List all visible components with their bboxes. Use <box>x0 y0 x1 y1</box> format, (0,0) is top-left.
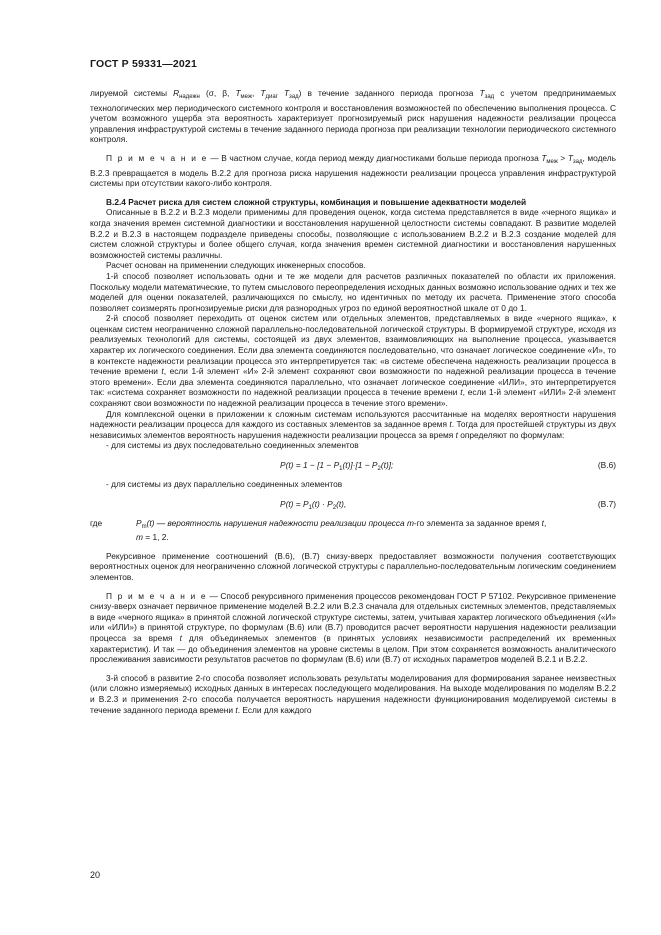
parallel-label: - для системы из двух параллельно соединенных элементов <box>106 479 343 489</box>
paragraph-method-2: 2-й способ позволяет переходить от оценок систем или отдельных элементов, представляемых в виде «черного ящика», к оценкам систем неограниченно сложной параллельно-последовательной логической структуры. В формируемой структуре, исходя из реализуемых технологий для системы, состоящей из двух элементов, взаимовлияющих на выполнение процесса, указывается характер их логического соединения. Если два элемента соединяются последовательно, что означает логическое соединение «И», то в контексте надежности реализации процесса это интерпретируется так: «в системе обеспечена надежность реализации процесса в течение времени t, если 1-й элемент «И» 2-й элемент сохраняют свои возможности по надежной реализации процесса в течение этого времени». Если два элемента соединяются параллельно, что означает логическое соединение «ИЛИ», это интерпретируется так: «система сохраняет возможности по надежной реализации процесса в течение времени t, если 1-й элемент «ИЛИ» 2-й элемент сохраняют свои возможности по надежной реализации процесса в течение этого времени». <box>90 313 616 409</box>
standard-header: ГОСТ Р 59331—2021 <box>90 58 198 70</box>
formula-b6-expression: $P(t) = 1 - [1 - P_1(t)]\cdot[1 - P_2(t)]$; <box>280 460 394 472</box>
paragraph-method-3: 3-й способ в развитие 2-го способа позволяет использовать результаты моделирования для формирования заранее неизвестных (или сложно измеряемых) исходных данных в интересах последующего моделирования. На выходе моделирования по моделям B.2.2 и B.2.3 и применения 2-го способа получается вероятность нарушения надежности функционирования моделируемой системы в течение заданного периода времени t. Если для каждого <box>90 672 616 715</box>
where-clause <box>90 518 616 543</box>
paragraph-1: Описанные в B.2.2 и B.2.3 модели применимы для проведения оценок, когда система представляется в виде «черного ящика» и когда значения времен системной диагностики и восстановления нарушенной целостности системы совпадают. В развитие моделей B.2.2 и B.2.3 в настоящем подразделе приведены способы, позволяющие с использованием B.2.2 и B.2.3 создание моделей для систем сложной структуры и более общего случая, когда значения времен системной диагностики и восстановления нарушенных возможностей системы различны. <box>90 207 616 260</box>
page-body <box>90 88 616 715</box>
section-heading: B.2.4 Расчет риска для систем сложной структуры, комбинация и повышение адекватности моделей <box>106 196 527 207</box>
paragraph-intro: лируемой системы $R_{надежн}$ (σ, β, $T_{меж}$, $T_{диаг}$ $T_{зад}$) в течение заданного периода прогноза $T_{зад}$ с учетом предпринимаемых технологических мер периодического системного контроля и восстановления возможностей по обеспечению выполнения процесса. С учетом возможного ущерба эта вероятность характеризует прогнозируемый риск нарушения надежности реализации процесса управления инфраструктурой системы в течение заданного периода прогноза при реализации технологии периодического системного контроля. <box>90 88 617 145</box>
paragraph-complex-estimate: Для комплексной оценки в приложении к сложным системам используются рассчитанные на моделях вероятности нарушения надежности реализации процесса для каждого из составных элементов за заданное время t. Тогда для простейшей структуры из двух независимых элементов вероятность нарушения надежности реализации процесса за время t определяют по формулам: <box>90 408 616 440</box>
formula-b7-expression: $P(t) = P_1(t) \cdot P_2(t)$, <box>280 498 347 511</box>
note-1: П р и м е ч а н и е — В частном случае, когда период между диагностиками больше периода прогноза $T_{меж} > T_{зад}$, модель B.2.3 превращается в модель B.2.2 для прогноза риска нарушения надежности реализации процесса управления инфраструктурой системы при отсутствии какого-либо контроля. <box>90 152 617 189</box>
serial-label: - для системы из двух последовательно соединенных элементов <box>106 440 359 451</box>
formula-b6 <box>90 457 616 475</box>
paragraph-method-1: 1-й способ позволяет использовать одни и те же модели для расчетов различных показателей по области их приложения. Поскольку модели математические, то путем смыслового переопределения исходных данных возможно использование одних и тех же моделей для оценки показателей, различающихся по смыслу, но идентичных по методу их расчета. Применение этого способа позволяет соизмерять прогнозируемые риски для разнородных угроз по единой вероятностной шкале от 0 до 1. <box>90 270 616 313</box>
formula-b7 <box>90 496 616 514</box>
paragraph-recursive: Рекурсивное применение соотношений (B.6), (B.7) снизу-вверх предоставляет возможности получения соответствующих вероятностных оценок для неограниченно сложной логической структуры с параллельно-последовательным логическим соединением элементов. <box>90 550 616 582</box>
where-text: $P_m(t)$ — вероятность нарушения надежности реализации процесса m-го элемента за заданное время t, m = 1, 2. <box>136 517 547 543</box>
paragraph-2: Расчет основан на применении следующих инженерных способов. <box>106 260 366 271</box>
page-number: 20 <box>90 870 101 880</box>
where-label: где <box>90 517 103 528</box>
formula-b7-number: (B.7) <box>597 498 616 509</box>
formula-b6-number: (B.6) <box>597 460 616 470</box>
note-2: П р и м е ч а н и е — Способ рекурсивного применения процессов рекомендован ГОСТ Р 57102. Рекурсивное применение снизу-вверх означает первичное применение моделей B.2.2 или B.2.3 сначала для отдельных системных элементов, представляемых в виде «черного ящика» в принятой сложной логической структуре системы, затем, учитывая характер логического объединения («И» или «ИЛИ») в принятой структуре, по формулам (B.6) или (B.7) проводится расчет вероятности нарушения надежности реализации процесса за время t для объединяемых элементов (в принятых условиях независимости распределений их временных характеристик). И так — до объединения элементов на уровне системы в целом. При этом сохраняется возможность аналитического прослеживания зависимости результатов расчетов по формулам (B.6) или (B.7) от исходных параметров моделей B.2.1 и B.2.2. <box>90 590 617 665</box>
